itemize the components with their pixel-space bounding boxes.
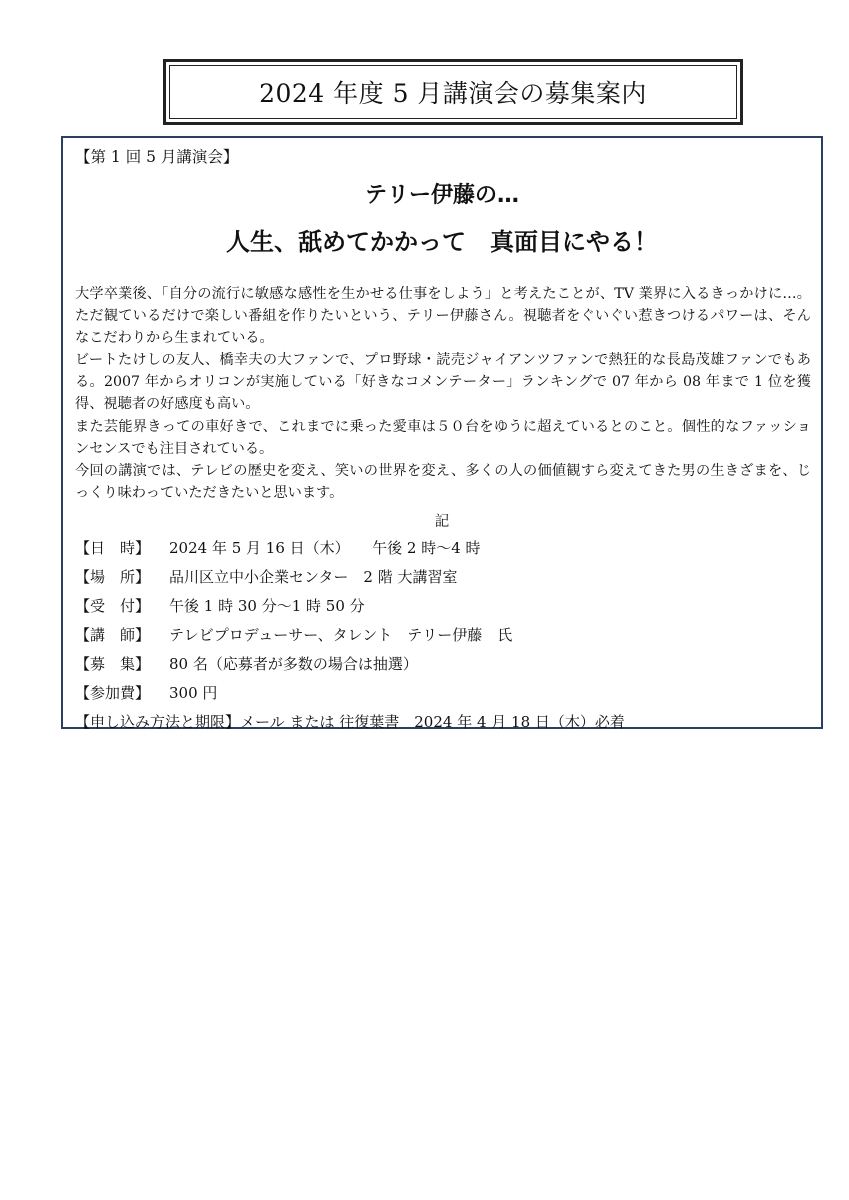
ki-marker: 記 — [434, 514, 450, 530]
lecture-description — [75, 283, 811, 504]
detail-value: 品川区立中小企業センター 2 階 大講習室 — [169, 568, 458, 586]
detail-reception — [75, 596, 815, 625]
body-paragraph: 大学卒業後、「自分の流行に敏感な感性を生かせる仕事をしよう」と考えたことが、TV 業界に入るきっかけに…。ただ観ているだけで楽しい番組を作りたいという、テリー伊藤さん。視聴者をぐいぐい惹きつけるパワーは、そんなこだわりから生まれている。 — [75, 286, 811, 347]
detail-datetime — [75, 538, 815, 567]
title-box — [163, 59, 743, 125]
body-paragraph: また芸能界きっての車好きで、これまでに乗った愛車は５０台をゆうに超えているとのこと。個性的なファッションセンスでも注目されている。 — [75, 418, 811, 457]
headline-line-2: 人生、舐めてかかって 真面目にやる！ — [226, 228, 658, 256]
headline-line-1: テリー伊藤の… — [364, 183, 519, 208]
detail-label: 【募 集】 — [75, 655, 151, 673]
detail-value: 80 名（応募者が多数の場合は抽選） — [169, 655, 418, 673]
detail-value: 2024 年 5 月 16 日（木） 午後 2 時～4 時 — [169, 539, 481, 557]
detail-label: 【日 時】 — [75, 539, 151, 557]
page-title: 2024 年度 5 月講演会の募集案内 — [169, 65, 737, 119]
detail-value: メール または 往復葉書 2024 年 4 月 18 日（木）必着 — [240, 713, 625, 731]
body-paragraph: 今回の講演では、テレビの歴史を変え、笑いの世界を変え、多くの人の価値観すら変えてきた男の生きざまを、じっくり味わっていただきたいと思います。 — [75, 462, 811, 501]
session-label: 【第 1 回 5 月講演会】 — [75, 148, 239, 166]
event-details — [75, 538, 815, 741]
detail-place — [75, 567, 815, 596]
detail-lecturer — [75, 625, 815, 654]
detail-fee — [75, 683, 815, 712]
announcement-box — [61, 136, 823, 729]
detail-apply — [75, 712, 815, 741]
detail-label: 【場 所】 — [75, 568, 151, 586]
detail-label: 【申し込み方法と期限】 — [75, 713, 241, 731]
detail-recruit — [75, 654, 815, 683]
detail-label: 【講 師】 — [75, 626, 151, 644]
detail-value: 300 円 — [169, 684, 218, 702]
body-paragraph: ビートたけしの友人、橋幸夫の大ファンで、プロ野球・読売ジャイアンツファンで熱狂的な長島茂雄ファンでもある。2007 年からオリコンが実施している「好きなコメンテーター」ランキングで 07 年から 08 年まで 1 位を獲得、視聴者の好感度も高い。 — [75, 352, 811, 413]
detail-value: テレビプロデューサー、タレント テリー伊藤 氏 — [169, 626, 513, 644]
detail-label: 【参加費】 — [75, 684, 151, 702]
detail-value: 午後 1 時 30 分～1 時 50 分 — [169, 597, 365, 615]
detail-label: 【受 付】 — [75, 597, 151, 615]
